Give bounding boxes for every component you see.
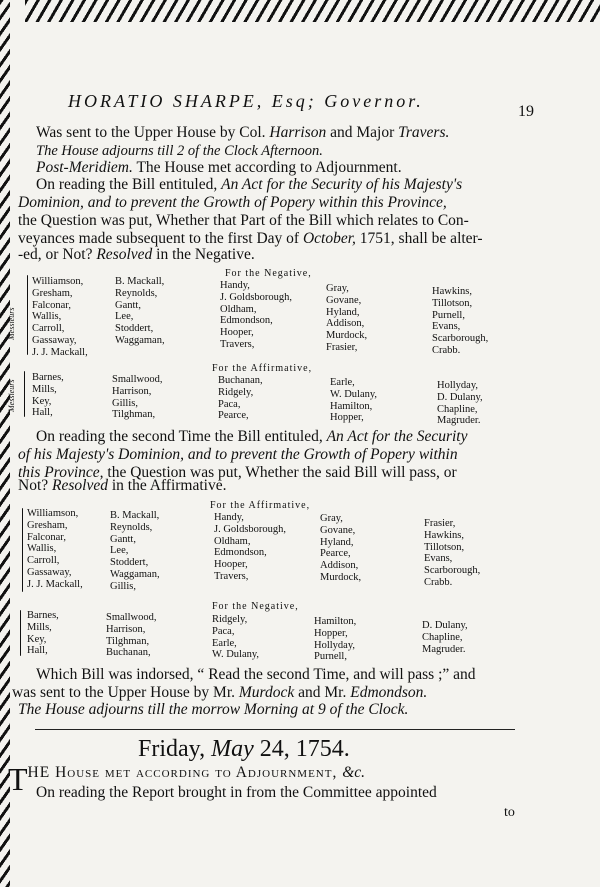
date-heading: Friday, May 24, 1754. [138, 736, 350, 762]
name-column: Williamson, Gresham, Falconar, Wallis, Carroll, Gassaway, J. J. Mackall, [32, 276, 88, 358]
name-column: Hawkins, Tillotson, Purnell, Evans, Scarborough, Crabb. [432, 286, 489, 356]
text-line: this Province, the Question was put, Whether the said Bill will pass, or [18, 464, 457, 481]
name-column: Handy, J. Goldsborough, Oldham, Edmondson, Hooper, Travers, [214, 512, 287, 582]
brace [27, 275, 28, 355]
text-line: was sent to the Upper House by Mr. Murdock and Mr. Edmondson. [12, 684, 428, 701]
vote2-affirmative-heading: For the Affirmative, [210, 500, 311, 511]
brace [20, 610, 21, 656]
name-column: Smallwood, Harrison, Tilghman, Buchanan, [106, 612, 157, 659]
brace [24, 371, 25, 417]
text-line: Dominion, and to prevent the Growth of Popery within this Province, [18, 194, 447, 211]
text-line: On reading the Bill entituled, An Act for the Security of his Majesty's [36, 176, 463, 193]
text-line: Not? Resolved in the Affirmative. [18, 477, 227, 494]
text-line: The House adjourns till 2 of the Clock Afternoon. [36, 143, 323, 159]
text-line: Post-Meridiem. The House met according to Adjournment. [36, 159, 402, 176]
name-column: Ridgely, Paca, Earle, W. Dulany, [212, 614, 260, 661]
text-line: On reading the Report brought in from the Committee appointed [36, 784, 437, 801]
name-column: Frasier, Hawkins, Tillotson, Evans, Scarborough, Crabb. [424, 518, 481, 588]
name-column: Earle, W. Dulany, Hamilton, Hopper, [330, 377, 378, 424]
messieurs-label: Messieurs [7, 307, 16, 340]
text-line: Was sent to the Upper House by Col. Harrison and Major Travers. [36, 124, 450, 141]
vote2-negative-heading: For the Negative, [212, 601, 299, 612]
name-column: Handy, J. Goldsborough, Oldham, Edmondson, Hooper, Travers, [220, 280, 293, 350]
running-title: HORATIO SHARPE, Esq; Governor. [68, 91, 424, 111]
text-line: THE House met according to Adjournment, &c. [8, 761, 366, 797]
name-column: D. Dulany, Chapline, Magruder. [422, 620, 468, 655]
text-line: the Question was put, Whether that Part of the Bill which relates to Con- [18, 212, 469, 229]
text-line: of his Majesty's Dominion, and to prevent the Growth of Popery within [18, 446, 458, 463]
name-column: Barnes, Mills, Key, Hall, [27, 610, 59, 657]
vote1-negative-heading: For the Negative, [225, 268, 312, 279]
name-column: Gray, Govane, Hyland, Addison, Murdock, Frasier, [326, 283, 368, 353]
name-column: Barnes, Mills, Key, Hall, [32, 372, 64, 419]
text-line: -ed, or Not? Resolved in the Negative. [18, 246, 255, 263]
text-line: The House adjourns till the morrow Morning at 9 of the Clock. [18, 701, 409, 718]
name-column: B. Mackall, Reynolds, Gantt, Lee, Stoddert, Waggaman, Gillis, [110, 510, 160, 592]
messieurs-label: Messieurs [7, 379, 16, 412]
text-line: veyances made subsequent to the first Day of October, 1751, shall be alter- [18, 230, 483, 247]
name-column: B. Mackall, Reynolds, Gantt, Lee, Stoddert, Waggaman, [115, 276, 165, 346]
name-column: Hollyday, D. Dulany, Chapline, Magruder. [437, 380, 483, 427]
catchword: to [504, 805, 515, 820]
name-column: Hamilton, Hopper, Hollyday, Purnell, [314, 616, 357, 663]
text-line: Which Bill was indorsed, “ Read the second Time, and will pass ;” and [36, 666, 476, 683]
vote1-affirmative-heading: For the Affirmative, [212, 363, 313, 374]
name-column: Gray, Govane, Hyland, Pearce, Addison, Murdock, [320, 513, 362, 583]
page-number: 19 [518, 103, 534, 120]
section-rule [35, 729, 515, 730]
name-column: Smallwood, Harrison, Gillis, Tilghman, [112, 374, 163, 421]
text-line: On reading the second Time the Bill entituled, An Act for the Security [36, 428, 468, 445]
name-column: Williamson, Gresham, Falconar, Wallis, Carroll, Gassaway, J. J. Mackall, [27, 508, 83, 590]
brace [22, 508, 23, 592]
name-column: Buchanan, Ridgely, Paca, Pearce, [218, 375, 263, 422]
